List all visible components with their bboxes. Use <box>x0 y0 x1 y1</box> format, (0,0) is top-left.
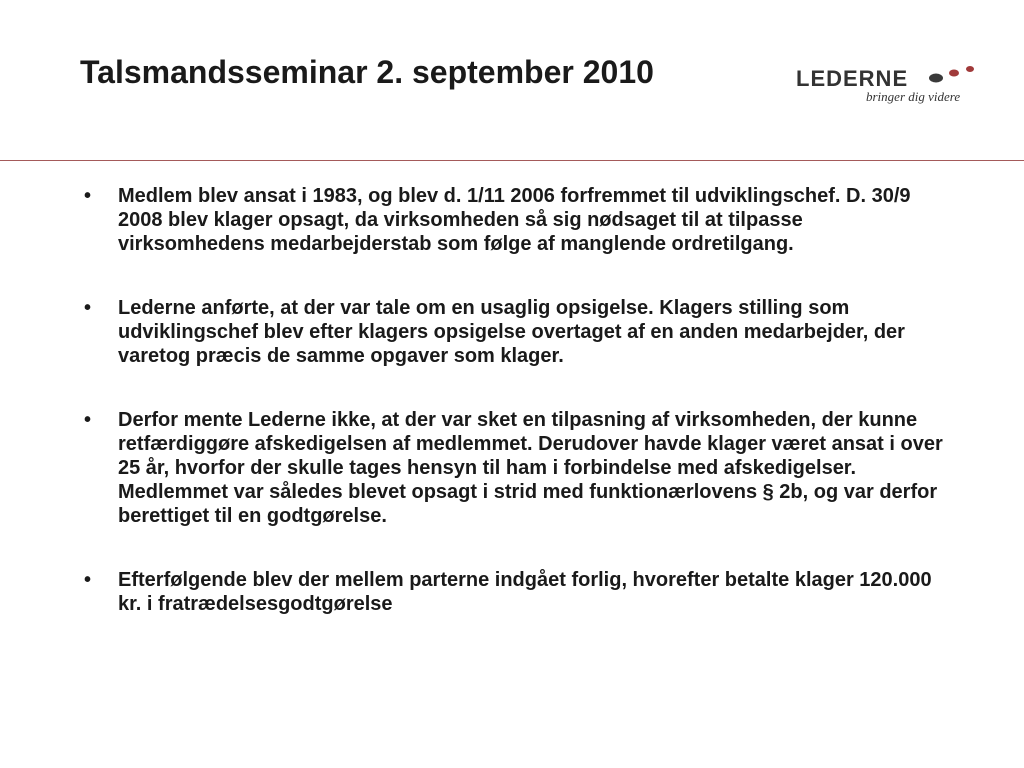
list-item <box>80 296 950 368</box>
bullet-text: Medlem blev ansat i 1983, og blev d. 1/11 2006 forfremmet til udviklingschef. D. 30/9 2008 blev klager opsagt, da virksomheden så sig nødsaget til at tilpasse virksomhedens medarbejderstab som følge af manglende ordretilgang. <box>118 185 911 255</box>
bullet-list <box>80 184 950 656</box>
bullet-icon: • <box>84 409 92 431</box>
logo-dots-icon <box>926 62 980 86</box>
list-item <box>80 568 950 616</box>
bullet-text: Derfor mente Lederne ikke, at der var sket en tilpasning af virksomheden, der kunne retfærdiggøre afskedigelsen af medlemmet. Derudover havde klager været ansat i over 25 år, hvorfor der skulle tages hensyn til ham i forbindelse med afskedigelser. Medlemmet var således blevet opsagt i strid med funktionærlovens § 2b, og var derfor berettiget til en godtgørelse. <box>118 409 943 527</box>
list-item <box>80 408 950 528</box>
title-divider <box>0 160 1024 161</box>
logo-dot-2 <box>949 70 959 77</box>
list-item <box>80 184 950 256</box>
logo-wordmark: LEDERNE <box>796 66 909 91</box>
bullet-icon: • <box>84 569 92 591</box>
bullet-text: Efterfølgende blev der mellem parterne indgået forlig, hvorefter betalte klager 120.000 kr. i fratrædelsesgodtgørelse <box>118 569 932 615</box>
logo-dot-3 <box>966 66 974 72</box>
logo-tagline: bringer dig videre <box>866 89 961 104</box>
bullet-icon: • <box>84 297 92 319</box>
lederne-logo <box>796 62 986 112</box>
slide-title: Talsmandsseminar 2. september 2010 <box>80 54 654 90</box>
bullet-icon: • <box>84 185 92 207</box>
bullet-text: Lederne anførte, at der var tale om en usaglig opsigelse. Klagers stilling som udviklingschef blev efter klagers opsigelse overtaget af en anden medarbejder, der varetog præcis de samme opgaver som klager. <box>118 297 905 367</box>
logo-dot-1 <box>929 74 943 83</box>
